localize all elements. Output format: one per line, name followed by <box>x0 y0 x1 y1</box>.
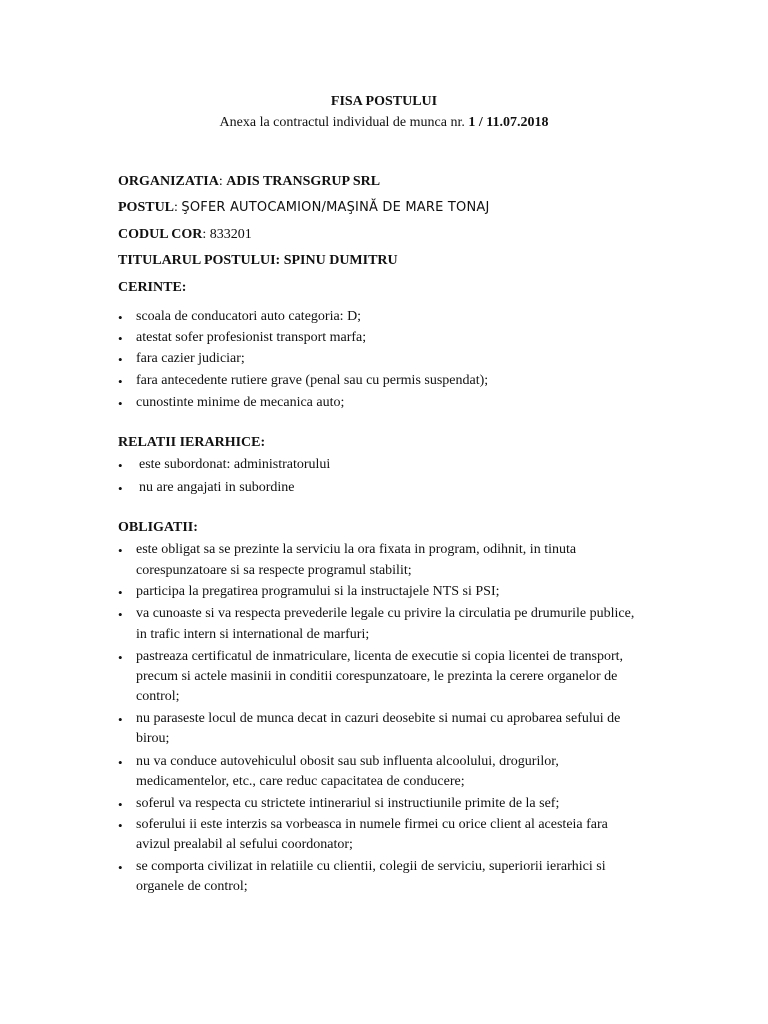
titular-value: SPINU DUMITRU <box>283 253 398 268</box>
obligatii-item-line: precum si actele masinii in conditii corespunzatoare, le prezinta la cerere organelor de <box>136 669 618 684</box>
bullet-icon: • <box>118 818 123 833</box>
bullet-icon: • <box>118 797 123 812</box>
bullet-icon: • <box>118 374 123 389</box>
cerinte-heading: CERINTE: <box>118 280 187 295</box>
cod-label: CODUL COR <box>118 227 203 242</box>
relatii-item: nu are angajati in subordine <box>139 480 295 495</box>
obligatii-item-line: in trafic intern si international de marfuri; <box>136 627 370 642</box>
obligatii-heading: OBLIGATII: <box>118 520 198 535</box>
titular-row <box>118 253 398 269</box>
bullet-icon: • <box>118 458 123 473</box>
bullet-icon: • <box>118 585 123 600</box>
obligatii-item-line: soferului ii este interzis sa vorbeasca in numele firmei cu orice client al acesteia fara <box>136 817 608 832</box>
postul-separator: : <box>174 200 178 215</box>
bullet-icon: • <box>118 755 123 770</box>
obligatii-item-line: avizul prealabil al sefului coordonator; <box>136 837 353 852</box>
bullet-icon: • <box>118 396 123 411</box>
bullet-icon: • <box>118 543 123 558</box>
bullet-icon: • <box>118 650 123 665</box>
document-title: FISA POSTULUI <box>330 94 438 109</box>
contract-number: 1 / 11.07.2018 <box>468 115 549 130</box>
titular-label: TITULARUL POSTULUI: <box>118 253 281 268</box>
relatii-item: este subordonat: administratorului <box>139 457 331 472</box>
obligatii-item-line: va cunoaste si va respecta prevederile legale cu privire la circulatia pe drumurile publice, <box>136 606 635 621</box>
postul-value: ŞOFER AUTOCAMION/MAŞINĂ DE MARE TONAJ <box>181 200 490 215</box>
cod-row <box>118 227 252 243</box>
obligatii-item-line: pastreaza certificatul de inmatriculare, licenta de executie si copia licentei de transport, <box>136 649 624 664</box>
bullet-icon: • <box>118 331 123 346</box>
organizatia-label: ORGANIZATIA <box>118 174 219 189</box>
subtitle-prefix: Anexa la contractul individual de munca nr. <box>219 115 465 130</box>
obligatii-item-line: organele de control; <box>136 879 248 894</box>
organizatia-row <box>118 174 380 190</box>
obligatii-item-line: control; <box>136 689 180 704</box>
cerinte-item: fara cazier judiciar; <box>136 351 245 366</box>
cerinte-item: scoala de conducatori auto categoria: D; <box>136 309 362 324</box>
obligatii-item-line: este obligat sa se prezinte la serviciu la ora fixata in program, odihnit, in tinuta <box>136 542 577 557</box>
bullet-icon: • <box>118 352 123 367</box>
bullet-icon: • <box>118 607 123 622</box>
cod-value: 833201 <box>209 227 252 242</box>
bullet-icon: • <box>118 481 123 496</box>
postul-row <box>118 200 490 216</box>
relatii-heading: RELATII IERARHICE: <box>118 435 266 450</box>
bullet-icon: • <box>118 310 123 325</box>
obligatii-item-line: medicamentelor, etc., care reduc capacitatea de conducere; <box>136 774 465 789</box>
cerinte-item: atestat sofer profesionist transport marfa; <box>136 330 367 345</box>
bullet-icon: • <box>118 712 123 727</box>
obligatii-item-line: birou; <box>136 731 170 746</box>
obligatii-item-line: nu va conduce autovehiculul obosit sau sub influenta alcoolului, drogurilor, <box>136 754 559 769</box>
obligatii-item-line: corespunzatoare si sa respecte programul stabilit; <box>136 563 412 578</box>
cerinte-item: cunostinte minime de mecanica auto; <box>136 395 345 410</box>
obligatii-item-line: se comporta civilizat in relatiile cu clientii, colegii de serviciu, superiorii ierarhici si <box>136 859 606 874</box>
cod-separator: : <box>202 227 207 242</box>
postul-label: POSTUL <box>118 200 175 215</box>
document-subtitle <box>0 115 768 131</box>
obligatii-item-line: participa la pregatirea programului si la instructajele NTS si PSI; <box>136 584 500 599</box>
bullet-icon: • <box>118 860 123 875</box>
obligatii-item-line: soferul va respecta cu strictete intinerariul si instructiunile primite de la sef; <box>136 796 560 811</box>
obligatii-item-line: nu paraseste locul de munca decat in cazuri deosebite si numai cu aprobarea sefului de <box>136 711 621 726</box>
organizatia-value: ADIS TRANSGRUP SRL <box>226 174 381 189</box>
cerinte-item: fara antecedente rutiere grave (penal sau cu permis suspendat); <box>136 373 489 388</box>
organizatia-separator: : <box>218 174 223 189</box>
